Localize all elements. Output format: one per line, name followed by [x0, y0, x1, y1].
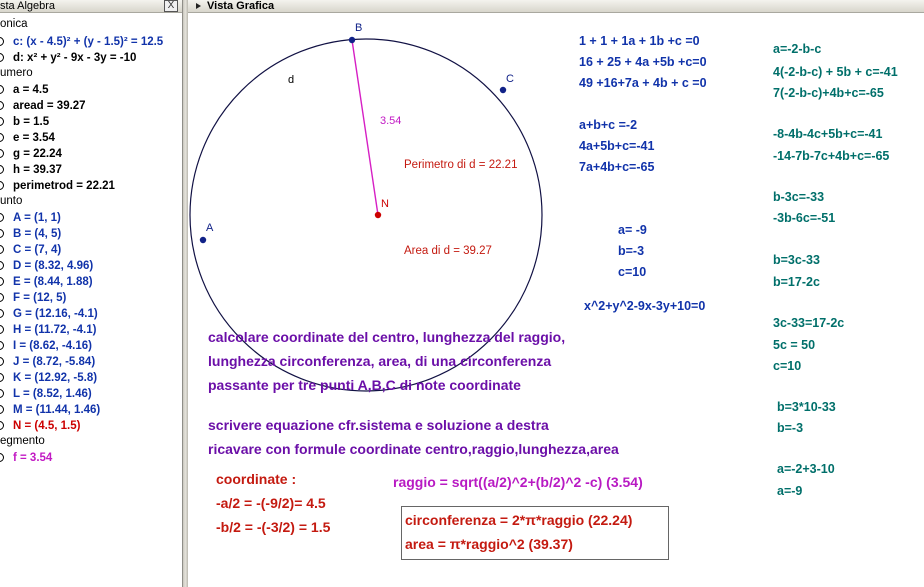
substitution-step: b=3c-33 — [773, 253, 820, 267]
visibility-toggle-icon[interactable] — [0, 325, 4, 334]
label-point-n: N — [381, 198, 389, 210]
visibility-toggle-icon[interactable] — [0, 309, 4, 318]
label-point-a: A — [206, 222, 214, 234]
substitution-step: a=-2-b-c — [773, 42, 822, 56]
visibility-toggle-icon[interactable] — [0, 181, 4, 190]
instruction-line: ricavare con formule coordinate centro,raggio,lunghezza,area — [208, 441, 619, 457]
algebra-item-text: d: x² + y² - 9x - 3y = -10 — [13, 52, 137, 64]
visibility-toggle-icon[interactable] — [0, 213, 4, 222]
substitution-step: 4(-2-b-c) + 5b + c=-41 — [773, 65, 898, 79]
substitution-step: 7(-2-b-c)+4b+c=-65 — [773, 86, 884, 100]
solution-value: a= -9 — [618, 223, 647, 237]
algebra-item-text: H = (11.72, -4.1) — [13, 324, 97, 336]
visibility-toggle-icon[interactable] — [0, 85, 4, 94]
system-equation: 49 +16+7a + 4b + c =0 — [579, 76, 707, 90]
substitution-step: a=-2+3-10 — [777, 462, 835, 476]
visibility-toggle-icon[interactable] — [0, 421, 4, 430]
visibility-toggle-icon[interactable] — [0, 117, 4, 126]
algebra-item-text: I = (8.62, -4.16) — [13, 340, 92, 352]
label-area: Area di d = 39.27 — [404, 245, 492, 257]
algebra-item-text: C = (7, 4) — [13, 244, 62, 256]
algebra-item-text: D = (8.32, 4.96) — [13, 260, 94, 272]
visibility-toggle-icon[interactable] — [0, 149, 4, 158]
substitution-step: c=10 — [773, 359, 802, 373]
instruction-line: lunghezza circonferenza, area, di una circonferenza — [208, 353, 552, 369]
substitution-step: -3b-6c=-51 — [773, 211, 836, 225]
substitution-step: 3c-33=17-2c — [773, 316, 845, 330]
algebra-item-text: h = 39.37 — [13, 164, 62, 176]
substitution-step: b-3c=-33 — [773, 190, 825, 204]
substitution-step: b=-3 — [777, 421, 804, 435]
close-icon[interactable]: X — [164, 0, 178, 12]
visibility-toggle-icon[interactable] — [0, 165, 4, 174]
point-a[interactable] — [200, 237, 206, 243]
graphics-view-title: Vista Grafica — [207, 0, 275, 12]
algebra-item-text: F = (12, 5) — [13, 292, 67, 304]
substitution-step: a=-9 — [777, 484, 803, 498]
graphics-view — [188, 0, 924, 587]
category-points[interactable]: unto — [0, 195, 23, 207]
algebra-item-text: f = 3.54 — [13, 452, 53, 464]
category-numbers[interactable]: umero — [0, 67, 33, 79]
algebra-item-text: b = 1.5 — [13, 116, 50, 128]
coordinates-title: coordinate : — [216, 471, 297, 487]
system-equation: 1 + 1 + 1a + 1b +c =0 — [579, 34, 700, 48]
final-equation: x^2+y^2-9x-3y+10=0 — [584, 299, 706, 313]
visibility-toggle-icon[interactable] — [0, 405, 4, 414]
visibility-toggle-icon[interactable] — [0, 293, 4, 302]
visibility-toggle-icon[interactable] — [0, 229, 4, 238]
area-formula: area = π*raggio^2 (39.37) — [405, 536, 573, 552]
visibility-toggle-icon[interactable] — [0, 37, 4, 46]
visibility-toggle-icon[interactable] — [0, 133, 4, 142]
instruction-line: calcolare coordinate del centro, lunghezza del raggio, — [208, 329, 566, 345]
label-radius: 3.54 — [380, 115, 402, 127]
point-b[interactable] — [349, 37, 355, 43]
algebra-item-text: A = (1, 1) — [13, 212, 61, 224]
visibility-toggle-icon[interactable] — [0, 453, 4, 462]
visibility-toggle-icon[interactable] — [0, 245, 4, 254]
visibility-toggle-icon[interactable] — [0, 357, 4, 366]
substitution-step: 5c = 50 — [773, 338, 816, 352]
visibility-toggle-icon[interactable] — [0, 373, 4, 382]
reduced-equation: 4a+5b+c=-41 — [579, 139, 655, 153]
visibility-toggle-icon[interactable] — [0, 341, 4, 350]
algebra-item-text: perimetrod = 22.21 — [13, 180, 115, 192]
system-equation: 16 + 25 + 4a +5b +c=0 — [579, 55, 707, 69]
graphics-view-header — [188, 0, 924, 13]
label-perimeter: Perimetro di d = 22.21 — [404, 159, 518, 171]
algebra-panel — [0, 0, 182, 587]
category-conics[interactable]: onica — [0, 18, 28, 30]
algebra-item-text: K = (12.92, -5.8) — [13, 372, 98, 384]
coordinate-x-formula: -a/2 = -(-9/2)= 4.5 — [216, 495, 326, 511]
label-circle-d: d — [288, 74, 295, 86]
category-segments[interactable]: egmento — [0, 435, 45, 447]
algebra-item-text: N = (4.5, 1.5) — [13, 420, 81, 432]
solution-value: b=-3 — [618, 244, 645, 258]
label-point-c: C — [506, 73, 514, 85]
algebra-item-text: g = 22.24 — [13, 148, 62, 160]
visibility-toggle-icon[interactable] — [0, 53, 4, 62]
algebra-item-text: B = (4, 5) — [13, 228, 62, 240]
visibility-toggle-icon[interactable] — [0, 261, 4, 270]
coordinate-y-formula: -b/2 = -(-3/2) = 1.5 — [216, 519, 331, 535]
algebra-item-text: L = (8.52, 1.46) — [13, 388, 92, 400]
visibility-toggle-icon[interactable] — [0, 389, 4, 398]
substitution-step: b=3*10-33 — [777, 400, 836, 414]
solution-value: c=10 — [618, 265, 647, 279]
radius-segment-f[interactable] — [352, 40, 378, 215]
algebra-item-text: a = 4.5 — [13, 84, 49, 96]
instruction-line: scrivere equazione cfr.sistema e soluzione a destra — [208, 417, 549, 433]
label-point-b: B — [355, 22, 363, 34]
algebra-item-text: M = (11.44, 1.46) — [13, 404, 101, 416]
substitution-step: b=17-2c — [773, 275, 820, 289]
visibility-toggle-icon[interactable] — [0, 277, 4, 286]
point-n[interactable] — [375, 212, 381, 218]
algebra-item-text: J = (8.72, -5.84) — [13, 356, 96, 368]
reduced-equation: 7a+4b+c=-65 — [579, 160, 655, 174]
radius-formula: raggio = sqrt((a/2)^2+(b/2)^2 -c) (3.54) — [393, 474, 643, 490]
algebra-item-text: E = (8.44, 1.88) — [13, 276, 93, 288]
substitution-step: -14-7b-7c+4b+c=-65 — [773, 149, 890, 163]
substitution-step: -8-4b-4c+5b+c=-41 — [773, 127, 883, 141]
algebra-item-text: G = (12.16, -4.1) — [13, 308, 98, 320]
instruction-line: passante per tre punti A,B,C di note coordinate — [208, 377, 521, 393]
algebra-item-text: e = 3.54 — [13, 132, 55, 144]
algebra-item-text: c: (x - 4.5)² + (y - 1.5)² = 12.5 — [13, 36, 164, 48]
reduced-equation: a+b+c =-2 — [579, 118, 638, 132]
point-c[interactable] — [500, 87, 506, 93]
visibility-toggle-icon[interactable] — [0, 101, 4, 110]
circumference-formula: circonferenza = 2*π*raggio (22.24) — [405, 512, 633, 528]
collapse-arrow-icon[interactable] — [196, 3, 201, 9]
algebra-panel-header — [0, 0, 182, 13]
algebra-panel-title: sta Algebra — [0, 0, 56, 12]
drawing-canvas[interactable] — [188, 14, 924, 587]
formula-box — [401, 506, 669, 560]
algebra-item-text: aread = 39.27 — [13, 100, 86, 112]
